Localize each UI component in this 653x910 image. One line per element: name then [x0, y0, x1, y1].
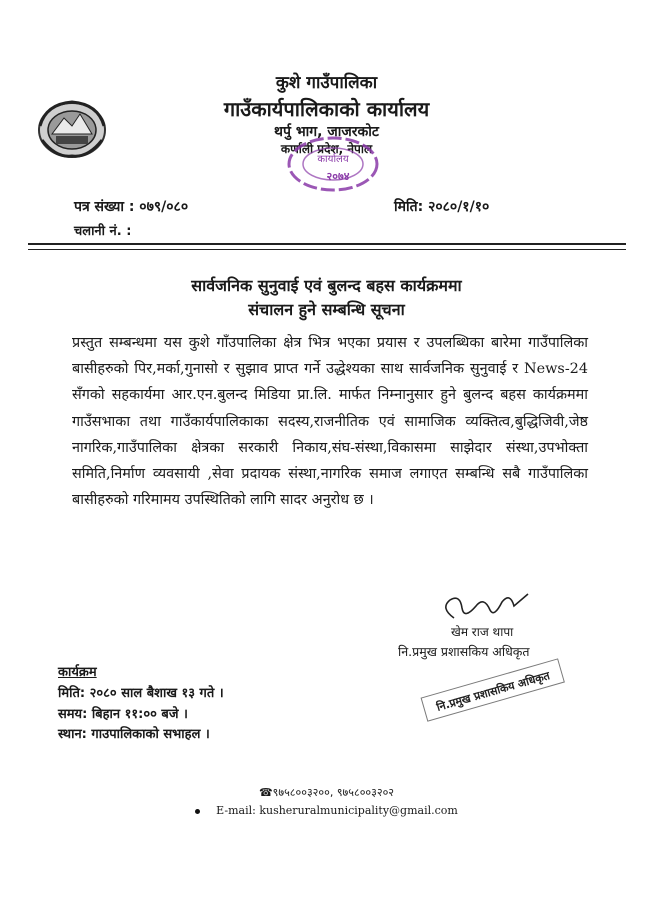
signature-scribble [432, 588, 542, 628]
contact-phone: ☎९७५८००३२००, ९७५८००३२०२ [258, 786, 395, 799]
office-province: कर्णाली प्रदेश, नेपाल [280, 142, 373, 156]
notice-subtitle: संचालन हुने सम्बन्धि सूचना [248, 300, 405, 319]
office-name: गाउँकार्यपालिकाको कार्यालय [223, 97, 430, 121]
notice-title: सार्वजनिक सुनुवाई एवं बुलन्द बहस कार्यक्रममा [191, 276, 462, 295]
program-heading: कार्यक्रम [58, 665, 97, 680]
letter-date: मिति: २०८०/१/१० [394, 199, 490, 215]
signer-title: नि.प्रमुख प्रशासकिय अधिकृत [398, 644, 530, 659]
officer-stamp [408, 656, 578, 726]
office-stamp-year: २०७४ [326, 170, 350, 183]
office-stamp-text: कार्यालय [317, 154, 349, 165]
contact-email-row [0, 804, 653, 817]
program-venue: स्थान: गाउपालिकाको सभाहल । [58, 727, 210, 742]
header-divider [28, 243, 626, 245]
bullet-icon [195, 809, 200, 814]
office-stamp [278, 128, 388, 198]
header-divider-thin [28, 249, 626, 250]
notice-body: प्रस्तुत सम्बन्धमा यस कुशे गाँउपालिका क्षेत्र भित्र भएका प्रयास र उपलब्धिका बारेमा गाउँपालिका बासीहरुको पिर,मर्का,गुनासो र सुझाव प्राप्त गर्ने उद्धेश्यका साथ सार्वजनिक सुनुवाई र News-24 सँगको सहकार्यमा आर.एन.बुलन्द मिडिया प्रा.लि. मार्फत निम्नानुसार हुने बुलन्द बहस कार्यक्रममा गाउँसभाका तथा गाउँकार्यपालिकाका सदस्य,राजनीतिक एवं सामाजिक व्यक्तित्व,बुद्धिजिवी,जेष्ठ नागरिक,गाउँपालिका क्षेत्रका सरकारी निकाय,संघ-संस्था,विकासमा साझेदार संस्था,उपभोक्ता समिति,निर्माण व्यवसायी ,सेवा प्रदायक संस्था,नागरिक समाज लगाएत सम्बन्धि सबै गाउँपालिका बासीहरुको गरिमामय उपस्थितिको लागि सादर अनुरोध छ । [72, 335, 588, 509]
program-date: मिति: २०८० साल बैशाख १३ गते । [58, 686, 224, 701]
program-time: समय: बिहान ११:०० बजे । [58, 707, 188, 722]
office-address: थर्पु भाग, जाजरकोट [274, 124, 379, 140]
officer-stamp-text: नि.प्रमुख प्रशासकिय अधिकृत [435, 669, 552, 714]
dispatch-number: चलानी नं. : [74, 224, 132, 239]
contact-email[interactable]: E-mail: kusheruralmunicipality@gmail.com [216, 804, 458, 817]
signer-name: खेम राज थापा [451, 625, 514, 639]
municipality-name: कुशे गाउँपालिका [275, 73, 378, 93]
letter-number: पत्र संख्या : ०७९/०८० [74, 199, 189, 215]
